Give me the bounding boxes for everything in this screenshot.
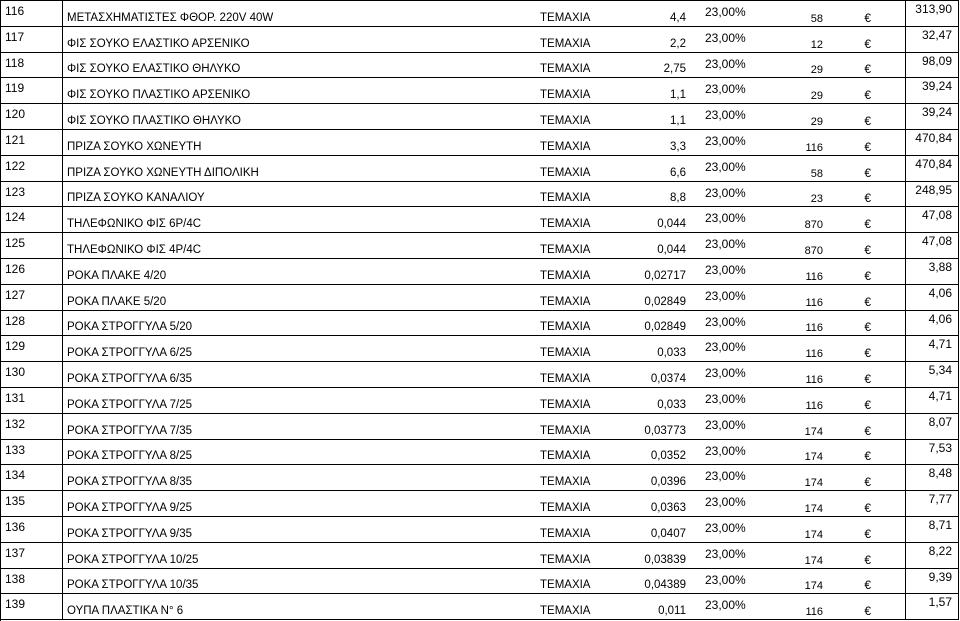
item-quantity: 174 [804,502,823,515]
row-number-cell [1,491,63,516]
item-total-cell [906,414,959,439]
item-details-cell [63,259,906,284]
item-unit: ΤΕΜΑΧΙΑ [540,321,591,334]
item-total-cell [906,569,959,594]
item-total: 248,95 [915,182,952,197]
item-description: ΠΡΙΖΑ ΣΟΥΚΟ ΧΩΝΕΥΤΗ ΔΙΠΟΛΙΚΗ [67,166,259,179]
item-unit-price: 0,04389 [644,579,686,592]
item-unit: ΤΕΜΑΧΙΑ [540,11,591,24]
euro-symbol: € [864,578,871,593]
item-unit-price: 0,0407 [650,527,686,540]
item-quantity: 174 [804,425,823,438]
row-number: 119 [5,81,25,96]
euro-symbol: € [864,139,871,154]
row-number: 117 [5,29,25,44]
item-description: ΡΟΚΑ ΣΤΡΟΓΓΥΛΑ 10/25 [67,553,199,566]
euro-symbol: € [864,62,871,77]
item-unit: ΤΕΜΑΧΙΑ [540,37,591,50]
item-total: 7,77 [928,492,952,507]
item-description: ΡΟΚΑ ΣΤΡΟΓΓΥΛΑ 8/25 [67,450,193,463]
item-vat-rate: 23,00% [705,495,746,510]
row-number-cell [1,130,63,155]
item-unit: ΤΕΜΑΧΙΑ [540,605,591,618]
item-description: ΡΟΚΑ ΠΛΑΚΕ 4/20 [67,269,167,282]
item-details-cell [63,104,906,129]
row-number: 130 [5,365,26,380]
item-total: 470,84 [915,156,952,171]
item-quantity: 58 [810,167,823,180]
item-vat-rate: 23,00% [705,30,746,45]
item-description: ΡΟΚΑ ΣΤΡΟΓΓΥΛΑ 6/35 [67,372,193,385]
table-row [1,285,959,311]
item-details-cell [63,543,906,568]
item-unit: ΤΕΜΑΧΙΑ [540,553,591,566]
table-row [1,104,959,130]
row-number-cell [1,285,63,310]
euro-symbol: € [864,475,871,490]
item-unit-price: 2,75 [663,63,686,76]
item-unit-price: 2,2 [670,37,686,50]
item-unit-price: 0,02849 [644,295,686,308]
item-unit: ΤΕΜΑΧΙΑ [540,476,591,489]
item-vat-rate: 23,00% [705,366,746,381]
item-total-cell [906,388,959,413]
item-unit: ΤΕΜΑΧΙΑ [540,579,591,592]
item-vat-rate: 23,00% [705,237,746,252]
item-unit-price: 4,4 [670,11,686,24]
item-details-cell [63,53,906,78]
item-vat-rate: 23,00% [705,5,746,19]
row-number-cell [1,182,63,207]
item-total: 7,53 [928,440,952,455]
item-details-cell [63,285,906,310]
item-total-cell [906,543,959,568]
item-unit: ΤΕΜΑΧΙΑ [540,192,591,205]
item-description: ΜΕΤΑΣΧΗΜΑΤΙΣΤΕΣ ΦΘΟΡ. 220V 40W [67,11,274,24]
item-details-cell [63,388,906,413]
table-row [1,336,959,362]
item-quantity: 116 [805,348,823,361]
item-total-cell [906,491,959,516]
item-total-cell [906,130,959,155]
item-details-cell [63,440,906,465]
item-quantity: 870 [804,219,823,232]
row-number-cell [1,207,63,232]
table-row [1,362,959,388]
row-number: 126 [5,261,26,276]
item-unit-price: 0,02717 [644,269,686,282]
table-row [1,543,959,569]
row-number: 118 [5,55,25,70]
row-number-cell [1,311,63,336]
item-total: 4,71 [928,388,952,403]
row-number: 128 [5,313,26,328]
item-total: 98,09 [921,53,952,68]
item-total-cell [906,156,959,181]
item-description: ΡΟΚΑ ΣΤΡΟΓΓΥΛΑ 7/25 [67,398,193,411]
item-unit-price: 0,033 [657,398,686,411]
table-row [1,414,959,440]
item-details-cell [63,465,906,490]
row-number: 133 [5,442,26,457]
item-vat-rate: 23,00% [705,211,746,226]
item-vat-rate: 23,00% [705,340,746,355]
item-unit: ΤΕΜΑΧΙΑ [540,269,591,282]
item-unit: ΤΕΜΑΧΙΑ [540,527,591,540]
table-row [1,388,959,414]
item-total: 3,88 [928,259,952,274]
table-row [1,1,959,27]
item-details-cell [63,233,906,258]
euro-symbol: € [864,423,871,438]
table-row [1,311,959,337]
item-unit: ΤΕΜΑΧΙΑ [540,166,591,179]
item-vat-rate: 23,00% [705,546,746,561]
item-total-cell [906,182,959,207]
row-number: 129 [5,339,26,354]
table-row [1,517,959,543]
item-unit-price: 0,044 [657,243,686,256]
item-unit: ΤΕΜΑΧΙΑ [540,347,591,360]
row-number-cell [1,259,63,284]
item-total: 47,08 [921,208,952,223]
table-row [1,465,959,491]
table-row [1,53,959,79]
row-number-cell [1,569,63,594]
row-number: 134 [5,468,26,483]
table-row [1,27,959,53]
row-number-cell [1,104,63,129]
item-unit: ΤΕΜΑΧΙΑ [540,295,591,308]
item-total: 1,57 [928,595,952,610]
euro-symbol: € [864,268,871,283]
item-description: ΡΟΚΑ ΣΤΡΟΓΓΥΛΑ 6/25 [67,347,193,360]
item-total: 39,24 [921,79,952,94]
item-unit-price: 3,3 [670,140,686,153]
item-total-cell [906,336,959,361]
euro-symbol: € [864,165,871,180]
item-quantity: 116 [805,606,823,619]
row-number-cell [1,465,63,490]
item-quantity: 58 [810,12,823,25]
item-description: ΦΙΣ ΣΟΥΚΟ ΠΛΑΣΤΙΚΟ ΑΡΣΕΝΙΚΟ [67,89,251,102]
item-total-cell [906,1,959,26]
item-unit: ΤΕΜΑΧΙΑ [540,372,591,385]
item-details-cell [63,78,906,103]
item-total: 8,07 [928,414,952,429]
row-number: 137 [5,545,26,560]
item-quantity: 29 [810,64,823,77]
item-total: 4,06 [928,311,952,326]
item-details-cell [63,517,906,542]
table-row [1,259,959,285]
item-details-cell [63,182,906,207]
item-vat-rate: 23,00% [705,443,746,458]
item-unit: ΤΕΜΑΧΙΑ [540,450,591,463]
row-number-cell [1,1,63,26]
item-vat-rate: 23,00% [705,262,746,277]
item-unit-price: 0,03773 [644,424,686,437]
row-number-cell [1,388,63,413]
item-vat-rate: 23,00% [705,598,746,613]
item-quantity: 29 [810,115,823,128]
item-total: 32,47 [921,27,952,42]
item-unit-price: 0,033 [657,347,686,360]
item-total-cell [906,440,959,465]
row-number: 127 [5,287,26,302]
item-vat-rate: 23,00% [705,417,746,432]
item-description: ΠΡΙΖΑ ΣΟΥΚΟ ΚΑΝΑΛΙΟΥ [67,192,205,205]
row-number-cell [1,78,63,103]
item-unit: ΤΕΜΑΧΙΑ [540,501,591,514]
item-vat-rate: 23,00% [705,520,746,535]
euro-symbol: € [864,113,871,128]
item-quantity: 174 [804,554,823,567]
row-number: 121 [5,132,26,147]
table-row [1,156,959,182]
item-total: 8,22 [928,543,952,558]
item-unit-price: 8,8 [670,192,686,205]
item-total-cell [906,53,959,78]
item-description: ΠΡΙΖΑ ΣΟΥΚΟ ΧΩΝΕΥΤΗ [67,140,202,153]
item-total-cell [906,207,959,232]
item-vat-rate: 23,00% [705,288,746,303]
item-unit: ΤΕΜΑΧΙΑ [540,63,591,76]
item-total: 5,34 [928,363,952,378]
item-unit: ΤΕΜΑΧΙΑ [540,89,591,102]
item-description: ΟΥΠΑ ΠΛΑΣΤΙΚΑ Ν° 6 [67,605,184,618]
item-description: ΡΟΚΑ ΣΤΡΟΓΓΥΛΑ 9/35 [67,527,193,540]
item-total-cell [906,285,959,310]
item-details-cell [63,569,906,594]
euro-symbol: € [864,604,871,619]
row-number-cell [1,517,63,542]
item-total: 39,24 [921,105,952,120]
row-number: 139 [5,597,26,612]
euro-symbol: € [864,217,871,232]
item-quantity: 12 [810,38,823,51]
item-details-cell [63,130,906,155]
euro-symbol: € [864,346,871,361]
item-description: ΤΗΛΕΦΩΝΙΚΟ ΦΙΣ 4P/4C [67,243,202,256]
row-number-cell [1,53,63,78]
table-row [1,78,959,104]
row-number-cell [1,362,63,387]
item-vat-rate: 23,00% [705,82,746,97]
item-description: ΤΗΛΕΦΩΝΙΚΟ ΦΙΣ 6P/4C [67,218,202,231]
item-quantity: 116 [805,296,823,309]
item-total: 4,06 [928,285,952,300]
item-vat-rate: 23,00% [705,391,746,406]
row-number: 135 [5,494,26,509]
item-total: 8,71 [928,517,952,532]
row-number: 131 [5,390,26,405]
item-total-cell [906,311,959,336]
euro-symbol: € [864,36,871,51]
euro-symbol: € [864,449,871,464]
item-unit-price: 0,02849 [644,321,686,334]
item-total: 313,90 [915,2,952,16]
item-vat-rate: 23,00% [705,314,746,329]
item-unit-price: 6,6 [670,166,686,179]
item-details-cell [63,594,906,619]
euro-symbol: € [864,320,871,335]
euro-symbol: € [864,500,871,515]
item-quantity: 116 [805,322,823,335]
item-unit-price: 0,0374 [650,372,686,385]
item-vat-rate: 23,00% [705,159,746,174]
table-row [1,440,959,466]
item-total-cell [906,362,959,387]
row-number-cell [1,156,63,181]
item-quantity: 174 [804,580,823,593]
item-quantity: 29 [810,90,823,103]
row-number-cell [1,543,63,568]
item-details-cell [63,207,906,232]
item-unit-price: 0,03839 [644,553,686,566]
item-details-cell [63,156,906,181]
item-total-cell [906,104,959,129]
row-number: 123 [5,184,26,199]
euro-symbol: € [864,88,871,103]
row-number-cell [1,336,63,361]
item-unit-price: 0,0363 [650,501,686,514]
item-total: 8,48 [928,466,952,481]
euro-symbol: € [864,10,871,25]
item-details-cell [63,362,906,387]
item-quantity: 116 [805,373,823,386]
table-row [1,130,959,156]
item-unit: ΤΕΜΑΧΙΑ [540,243,591,256]
item-details-cell [63,414,906,439]
item-unit-price: 0,0396 [650,476,686,489]
item-quantity: 174 [804,477,823,490]
item-unit: ΤΕΜΑΧΙΑ [540,140,591,153]
item-quantity: 23 [810,193,823,206]
euro-symbol: € [864,526,871,541]
euro-symbol: € [864,371,871,386]
item-description: ΡΟΚΑ ΣΤΡΟΓΓΥΛΑ 7/35 [67,424,193,437]
item-unit: ΤΕΜΑΧΙΑ [540,424,591,437]
euro-symbol: € [864,294,871,309]
row-number: 138 [5,571,26,586]
row-number: 132 [5,416,26,431]
euro-symbol: € [864,242,871,257]
row-number-cell [1,414,63,439]
item-description: ΡΟΚΑ ΠΛΑΚΕ 5/20 [67,295,167,308]
row-number-cell [1,27,63,52]
item-description: ΡΟΚΑ ΣΤΡΟΓΓΥΛΑ 5/20 [67,321,193,334]
row-number-cell [1,440,63,465]
item-unit-price: 0,044 [657,218,686,231]
item-total-cell [906,259,959,284]
item-unit-price: 0,011 [658,605,686,618]
item-total-cell [906,594,959,619]
row-number: 136 [5,519,26,534]
item-total-cell [906,517,959,542]
item-vat-rate: 23,00% [705,108,746,123]
row-number: 122 [5,158,26,173]
item-quantity: 116 [805,270,823,283]
euro-symbol: € [864,552,871,567]
item-unit: ΤΕΜΑΧΙΑ [540,398,591,411]
item-quantity: 116 [805,399,823,412]
item-vat-rate: 23,00% [705,469,746,484]
item-total-cell [906,233,959,258]
row-number: 124 [5,210,26,225]
row-number: 120 [5,107,26,122]
row-number-cell [1,594,63,619]
item-details-cell [63,336,906,361]
table-row [1,491,959,517]
item-total: 47,08 [921,234,952,249]
item-unit-price: 1,1 [670,89,686,102]
item-vat-rate: 23,00% [705,56,746,71]
row-number-cell [1,233,63,258]
item-unit-price: 1,1 [670,114,686,127]
item-total-cell [906,78,959,103]
item-details-cell [63,491,906,516]
item-details-cell [63,27,906,52]
item-unit: ΤΕΜΑΧΙΑ [540,218,591,231]
item-description: ΡΟΚΑ ΣΤΡΟΓΓΥΛΑ 9/25 [67,501,193,514]
item-description: ΡΟΚΑ ΣΤΡΟΓΓΥΛΑ 8/35 [67,476,193,489]
table-row [1,182,959,208]
item-total: 4,71 [928,337,952,352]
item-details-cell [63,311,906,336]
item-total: 470,84 [915,130,952,145]
table-row [1,569,959,595]
item-unit-price: 0,0352 [650,450,686,463]
item-total-cell [906,27,959,52]
item-description: ΦΙΣ ΣΟΥΚΟ ΠΛΑΣΤΙΚΟ ΘΗΛΥΚΟ [67,114,241,127]
table-row [1,207,959,233]
item-description: ΡΟΚΑ ΣΤΡΟΓΓΥΛΑ 10/35 [67,579,199,592]
euro-symbol: € [864,397,871,412]
item-quantity: 174 [804,451,823,464]
table-row [1,233,959,259]
item-total: 9,39 [928,569,952,584]
row-number: 116 [5,4,25,18]
item-unit: ΤΕΜΑΧΙΑ [540,114,591,127]
item-quantity: 116 [805,141,823,154]
table-row [1,594,959,620]
item-vat-rate: 23,00% [705,572,746,587]
item-description: ΦΙΣ ΣΟΥΚΟ ΕΛΑΣΤΙΚΟ ΘΗΛΥΚΟ [67,63,241,76]
row-number: 125 [5,236,26,251]
item-description: ΦΙΣ ΣΟΥΚΟ ΕΛΑΣΤΙΚΟ ΑΡΣΕΝΙΚΟ [67,37,250,50]
item-vat-rate: 23,00% [705,185,746,200]
item-quantity: 870 [804,244,823,257]
item-details-cell [63,1,906,26]
item-total-cell [906,465,959,490]
euro-symbol: € [864,191,871,206]
item-vat-rate: 23,00% [705,133,746,148]
item-quantity: 174 [804,528,823,541]
